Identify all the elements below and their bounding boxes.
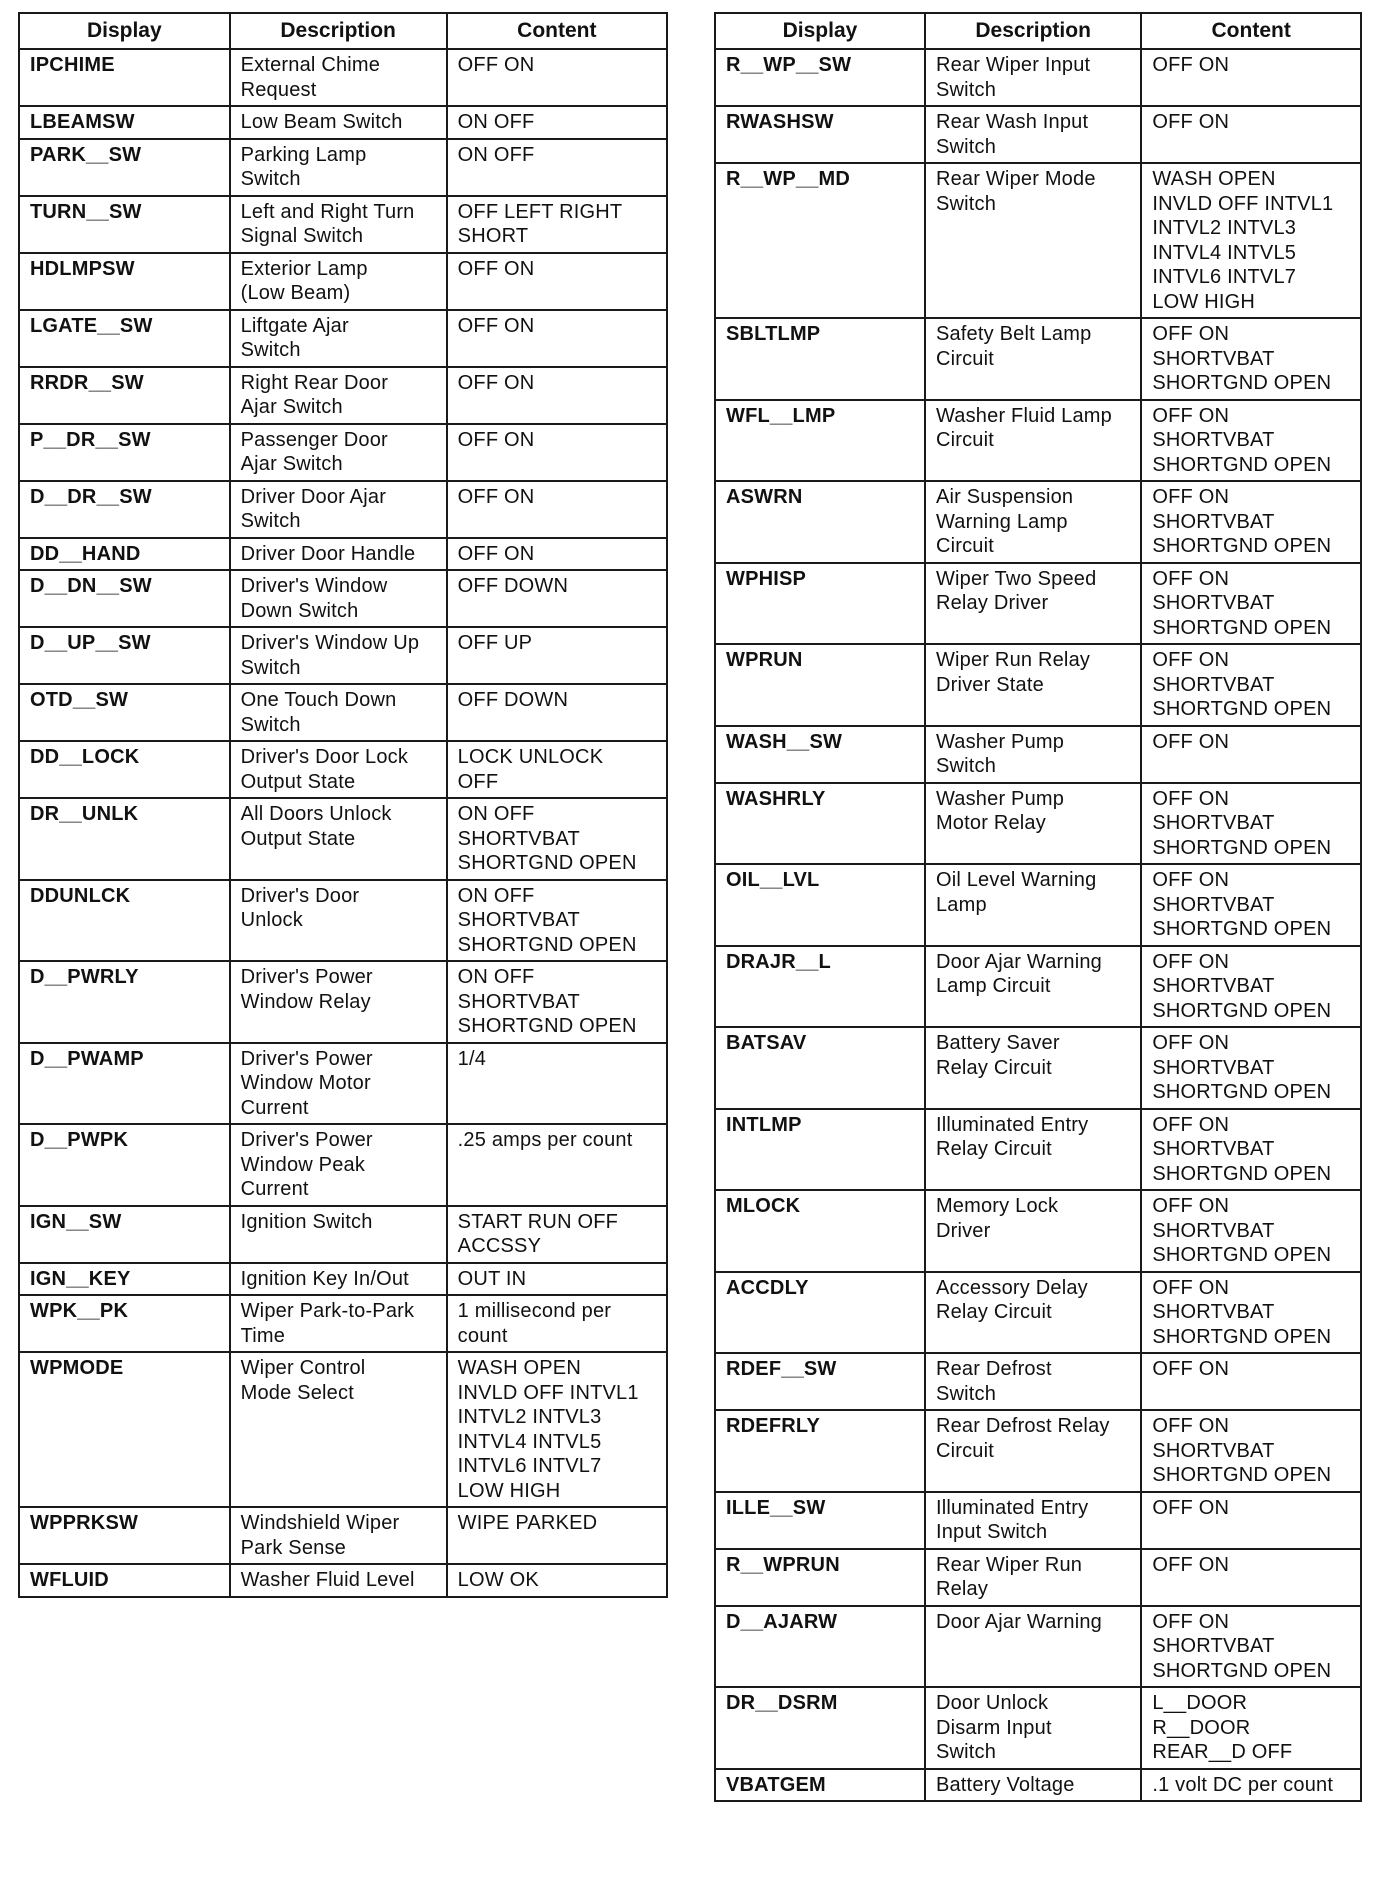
header-description: Description xyxy=(230,13,447,49)
table-row xyxy=(715,400,1361,482)
header-row xyxy=(715,13,1361,49)
content-cell: OFF ON SHORTVBAT SHORTGND OPEN xyxy=(1141,1606,1361,1688)
display-cell: DR__DSRM xyxy=(715,1687,925,1769)
table-body-right xyxy=(715,49,1361,1801)
table-row xyxy=(19,627,667,684)
table-row xyxy=(19,1352,667,1507)
description-cell: Door Ajar Warning xyxy=(925,1606,1141,1688)
display-cell: WPK__PK xyxy=(19,1295,230,1352)
content-cell: OFF ON SHORTVBAT SHORTGND OPEN xyxy=(1141,318,1361,400)
content-cell: OFF ON SHORTVBAT SHORTGND OPEN xyxy=(1141,1190,1361,1272)
display-cell: DR__UNLK xyxy=(19,798,230,880)
table-row xyxy=(715,1272,1361,1354)
display-cell: IGN__SW xyxy=(19,1206,230,1263)
display-cell: R__WP__MD xyxy=(715,163,925,318)
header-content: Content xyxy=(447,13,667,49)
display-cell: WPRUN xyxy=(715,644,925,726)
display-cell: LBEAMSW xyxy=(19,106,230,139)
description-cell: External Chime Request xyxy=(230,49,447,106)
content-cell: OFF ON SHORTVBAT SHORTGND OPEN xyxy=(1141,400,1361,482)
content-cell: OFF ON xyxy=(447,253,667,310)
display-cell: WFL__LMP xyxy=(715,400,925,482)
display-table-left xyxy=(18,12,668,1598)
display-cell: IGN__KEY xyxy=(19,1263,230,1296)
table-row xyxy=(715,1606,1361,1688)
description-cell: Rear Wash Input Switch xyxy=(925,106,1141,163)
content-cell: OFF ON xyxy=(447,538,667,571)
table-row xyxy=(715,318,1361,400)
display-cell: VBATGEM xyxy=(715,1769,925,1802)
header-display: Display xyxy=(19,13,230,49)
description-cell: Washer Fluid Level xyxy=(230,1564,447,1597)
content-cell: LOCK UNLOCK OFF xyxy=(447,741,667,798)
display-cell: DD__HAND xyxy=(19,538,230,571)
description-cell: Rear Defrost Relay Circuit xyxy=(925,1410,1141,1492)
content-cell: OFF DOWN xyxy=(447,570,667,627)
table-row xyxy=(19,367,667,424)
table-row xyxy=(715,864,1361,946)
display-cell: D__PWPK xyxy=(19,1124,230,1206)
content-cell: OFF ON xyxy=(1141,49,1361,106)
content-cell: 1 millisecond per count xyxy=(447,1295,667,1352)
table-row xyxy=(715,1190,1361,1272)
description-cell: Washer Fluid Lamp Circuit xyxy=(925,400,1141,482)
content-cell: OFF ON xyxy=(447,49,667,106)
description-cell: Ignition Switch xyxy=(230,1206,447,1263)
description-cell: Driver's Window Down Switch xyxy=(230,570,447,627)
display-cell: D__PWAMP xyxy=(19,1043,230,1125)
header-display: Display xyxy=(715,13,925,49)
table-row xyxy=(715,481,1361,563)
content-cell: 1/4 xyxy=(447,1043,667,1125)
table-row xyxy=(19,253,667,310)
content-cell: OFF LEFT RIGHT SHORT xyxy=(447,196,667,253)
description-cell: Wiper Park-to-Park Time xyxy=(230,1295,447,1352)
description-cell: Air Suspension Warning Lamp Circuit xyxy=(925,481,1141,563)
description-cell: Passenger Door Ajar Switch xyxy=(230,424,447,481)
display-cell: WPMODE xyxy=(19,1352,230,1507)
table-row xyxy=(19,1043,667,1125)
display-cell: R__WP__SW xyxy=(715,49,925,106)
content-cell: OFF ON SHORTVBAT SHORTGND OPEN xyxy=(1141,563,1361,645)
display-cell: WASHRLY xyxy=(715,783,925,865)
content-cell: OFF UP xyxy=(447,627,667,684)
table-row xyxy=(715,726,1361,783)
description-cell: Rear Wiper Mode Switch xyxy=(925,163,1141,318)
content-cell: .25 amps per count xyxy=(447,1124,667,1206)
display-cell: WPPRKSW xyxy=(19,1507,230,1564)
display-cell: ASWRN xyxy=(715,481,925,563)
table-row xyxy=(715,563,1361,645)
description-cell: Rear Defrost Switch xyxy=(925,1353,1141,1410)
display-cell: LGATE__SW xyxy=(19,310,230,367)
description-cell: Driver's Door Lock Output State xyxy=(230,741,447,798)
content-cell: OFF ON SHORTVBAT SHORTGND OPEN xyxy=(1141,481,1361,563)
description-cell: Rear Wiper Run Relay xyxy=(925,1549,1141,1606)
display-cell: DD__LOCK xyxy=(19,741,230,798)
content-cell: OFF ON SHORTVBAT SHORTGND OPEN xyxy=(1141,864,1361,946)
table-row xyxy=(715,1492,1361,1549)
content-cell: OFF ON SHORTVBAT SHORTGND OPEN xyxy=(1141,1410,1361,1492)
description-cell: Driver's Power Window Relay xyxy=(230,961,447,1043)
table-row xyxy=(19,310,667,367)
display-cell: ILLE__SW xyxy=(715,1492,925,1549)
description-cell: Ignition Key In/Out xyxy=(230,1263,447,1296)
content-cell: START RUN OFF ACCSSY xyxy=(447,1206,667,1263)
description-cell: Washer Pump Motor Relay xyxy=(925,783,1141,865)
table-row xyxy=(715,163,1361,318)
display-cell: WPHISP xyxy=(715,563,925,645)
description-cell: Washer Pump Switch xyxy=(925,726,1141,783)
content-cell: OFF DOWN xyxy=(447,684,667,741)
table-row xyxy=(19,538,667,571)
content-cell: OFF ON xyxy=(1141,106,1361,163)
display-cell: RDEF__SW xyxy=(715,1353,925,1410)
content-cell: OUT IN xyxy=(447,1263,667,1296)
table-row xyxy=(19,684,667,741)
table-row xyxy=(715,1769,1361,1802)
description-cell: Wiper Control Mode Select xyxy=(230,1352,447,1507)
header-content: Content xyxy=(1141,13,1361,49)
table-body-left xyxy=(19,49,667,1597)
table-row xyxy=(715,783,1361,865)
content-cell: ON OFF SHORTVBAT SHORTGND OPEN xyxy=(447,880,667,962)
description-cell: Battery Saver Relay Circuit xyxy=(925,1027,1141,1109)
content-cell: LOW OK xyxy=(447,1564,667,1597)
table-row xyxy=(19,106,667,139)
description-cell: Door Unlock Disarm Input Switch xyxy=(925,1687,1141,1769)
table-row xyxy=(19,1564,667,1597)
display-cell: P__DR__SW xyxy=(19,424,230,481)
description-cell: Wiper Run Relay Driver State xyxy=(925,644,1141,726)
description-cell: Rear Wiper Input Switch xyxy=(925,49,1141,106)
description-cell: Exterior Lamp (Low Beam) xyxy=(230,253,447,310)
display-cell: RDEFRLY xyxy=(715,1410,925,1492)
display-cell: OTD__SW xyxy=(19,684,230,741)
content-cell: OFF ON SHORTVBAT SHORTGND OPEN xyxy=(1141,644,1361,726)
content-cell: WASH OPEN INVLD OFF INTVL1 INTVL2 INTVL3 INTVL4 INTVL5 INTVL6 INTVL7 LOW HIGH xyxy=(447,1352,667,1507)
display-cell: SBLTLMP xyxy=(715,318,925,400)
table-row xyxy=(715,49,1361,106)
description-cell: Illuminated Entry Input Switch xyxy=(925,1492,1141,1549)
description-cell: Low Beam Switch xyxy=(230,106,447,139)
content-cell: OFF ON SHORTVBAT SHORTGND OPEN xyxy=(1141,946,1361,1028)
display-cell: DDUNLCK xyxy=(19,880,230,962)
table-row xyxy=(715,1549,1361,1606)
description-cell: Driver's Window Up Switch xyxy=(230,627,447,684)
content-cell: L__DOOR R__DOOR REAR__D OFF xyxy=(1141,1687,1361,1769)
description-cell: Driver Door Ajar Switch xyxy=(230,481,447,538)
table-row xyxy=(19,798,667,880)
content-cell: WIPE PARKED xyxy=(447,1507,667,1564)
description-cell: Driver's Power Window Motor Current xyxy=(230,1043,447,1125)
display-cell: R__WPRUN xyxy=(715,1549,925,1606)
description-cell: Driver Door Handle xyxy=(230,538,447,571)
content-cell: OFF ON xyxy=(447,481,667,538)
display-cell: WFLUID xyxy=(19,1564,230,1597)
display-cell: DRAJR__L xyxy=(715,946,925,1028)
display-cell: RWASHSW xyxy=(715,106,925,163)
description-cell: Safety Belt Lamp Circuit xyxy=(925,318,1141,400)
table-row xyxy=(19,880,667,962)
table-row xyxy=(19,424,667,481)
description-cell: One Touch Down Switch xyxy=(230,684,447,741)
description-cell: Battery Voltage xyxy=(925,1769,1141,1802)
table-row xyxy=(19,1124,667,1206)
table-row xyxy=(715,1109,1361,1191)
content-cell: ON OFF xyxy=(447,106,667,139)
description-cell: Driver's Power Window Peak Current xyxy=(230,1124,447,1206)
table-row xyxy=(19,570,667,627)
description-cell: Left and Right Turn Signal Switch xyxy=(230,196,447,253)
display-cell: D__DN__SW xyxy=(19,570,230,627)
description-cell: All Doors Unlock Output State xyxy=(230,798,447,880)
display-cell: RRDR__SW xyxy=(19,367,230,424)
table-row xyxy=(19,196,667,253)
content-cell: OFF ON xyxy=(447,424,667,481)
content-cell: OFF ON xyxy=(1141,1549,1361,1606)
content-cell: OFF ON SHORTVBAT SHORTGND OPEN xyxy=(1141,1109,1361,1191)
content-cell: OFF ON xyxy=(1141,1353,1361,1410)
description-cell: Right Rear Door Ajar Switch xyxy=(230,367,447,424)
description-cell: Oil Level Warning Lamp xyxy=(925,864,1141,946)
display-cell: HDLMPSW xyxy=(19,253,230,310)
table-row xyxy=(19,1263,667,1296)
header-description: Description xyxy=(925,13,1141,49)
display-cell: D__UP__SW xyxy=(19,627,230,684)
content-cell: ON OFF SHORTVBAT SHORTGND OPEN xyxy=(447,961,667,1043)
display-cell: D__DR__SW xyxy=(19,481,230,538)
display-cell: TURN__SW xyxy=(19,196,230,253)
display-cell: PARK__SW xyxy=(19,139,230,196)
description-cell: Windshield Wiper Park Sense xyxy=(230,1507,447,1564)
display-cell: INTLMP xyxy=(715,1109,925,1191)
table-row xyxy=(715,1027,1361,1109)
table-row xyxy=(19,741,667,798)
content-cell: OFF ON SHORTVBAT SHORTGND OPEN xyxy=(1141,783,1361,865)
description-cell: Driver's Door Unlock xyxy=(230,880,447,962)
display-cell: BATSAV xyxy=(715,1027,925,1109)
display-cell: OIL__LVL xyxy=(715,864,925,946)
table-row xyxy=(19,1206,667,1263)
content-cell: OFF ON SHORTVBAT SHORTGND OPEN xyxy=(1141,1027,1361,1109)
description-cell: Accessory Delay Relay Circuit xyxy=(925,1272,1141,1354)
table-row xyxy=(715,644,1361,726)
table-row xyxy=(715,1353,1361,1410)
description-cell: Door Ajar Warning Lamp Circuit xyxy=(925,946,1141,1028)
table-row xyxy=(19,1507,667,1564)
table-row xyxy=(19,49,667,106)
content-cell: OFF ON xyxy=(1141,1492,1361,1549)
table-row xyxy=(19,1295,667,1352)
table-row xyxy=(19,961,667,1043)
content-cell: OFF ON xyxy=(447,310,667,367)
description-cell: Liftgate Ajar Switch xyxy=(230,310,447,367)
description-cell: Memory Lock Driver xyxy=(925,1190,1141,1272)
table-row xyxy=(715,1687,1361,1769)
table-row xyxy=(19,481,667,538)
content-cell: OFF ON xyxy=(1141,726,1361,783)
display-cell: D__PWRLY xyxy=(19,961,230,1043)
content-cell: OFF ON SHORTVBAT SHORTGND OPEN xyxy=(1141,1272,1361,1354)
description-cell: Illuminated Entry Relay Circuit xyxy=(925,1109,1141,1191)
content-cell: .1 volt DC per count xyxy=(1141,1769,1361,1802)
content-cell: ON OFF SHORTVBAT SHORTGND OPEN xyxy=(447,798,667,880)
table-row xyxy=(715,106,1361,163)
display-cell: IPCHIME xyxy=(19,49,230,106)
header-row xyxy=(19,13,667,49)
table-row xyxy=(715,1410,1361,1492)
table-row xyxy=(715,946,1361,1028)
display-table-right xyxy=(714,12,1362,1802)
table-row xyxy=(19,139,667,196)
content-cell: ON OFF xyxy=(447,139,667,196)
display-cell: MLOCK xyxy=(715,1190,925,1272)
description-cell: Wiper Two Speed Relay Driver xyxy=(925,563,1141,645)
display-cell: D__AJARW xyxy=(715,1606,925,1688)
content-cell: OFF ON xyxy=(447,367,667,424)
display-cell: ACCDLY xyxy=(715,1272,925,1354)
content-cell: WASH OPEN INVLD OFF INTVL1 INTVL2 INTVL3 INTVL4 INTVL5 INTVL6 INTVL7 LOW HIGH xyxy=(1141,163,1361,318)
display-cell: WASH__SW xyxy=(715,726,925,783)
description-cell: Parking Lamp Switch xyxy=(230,139,447,196)
